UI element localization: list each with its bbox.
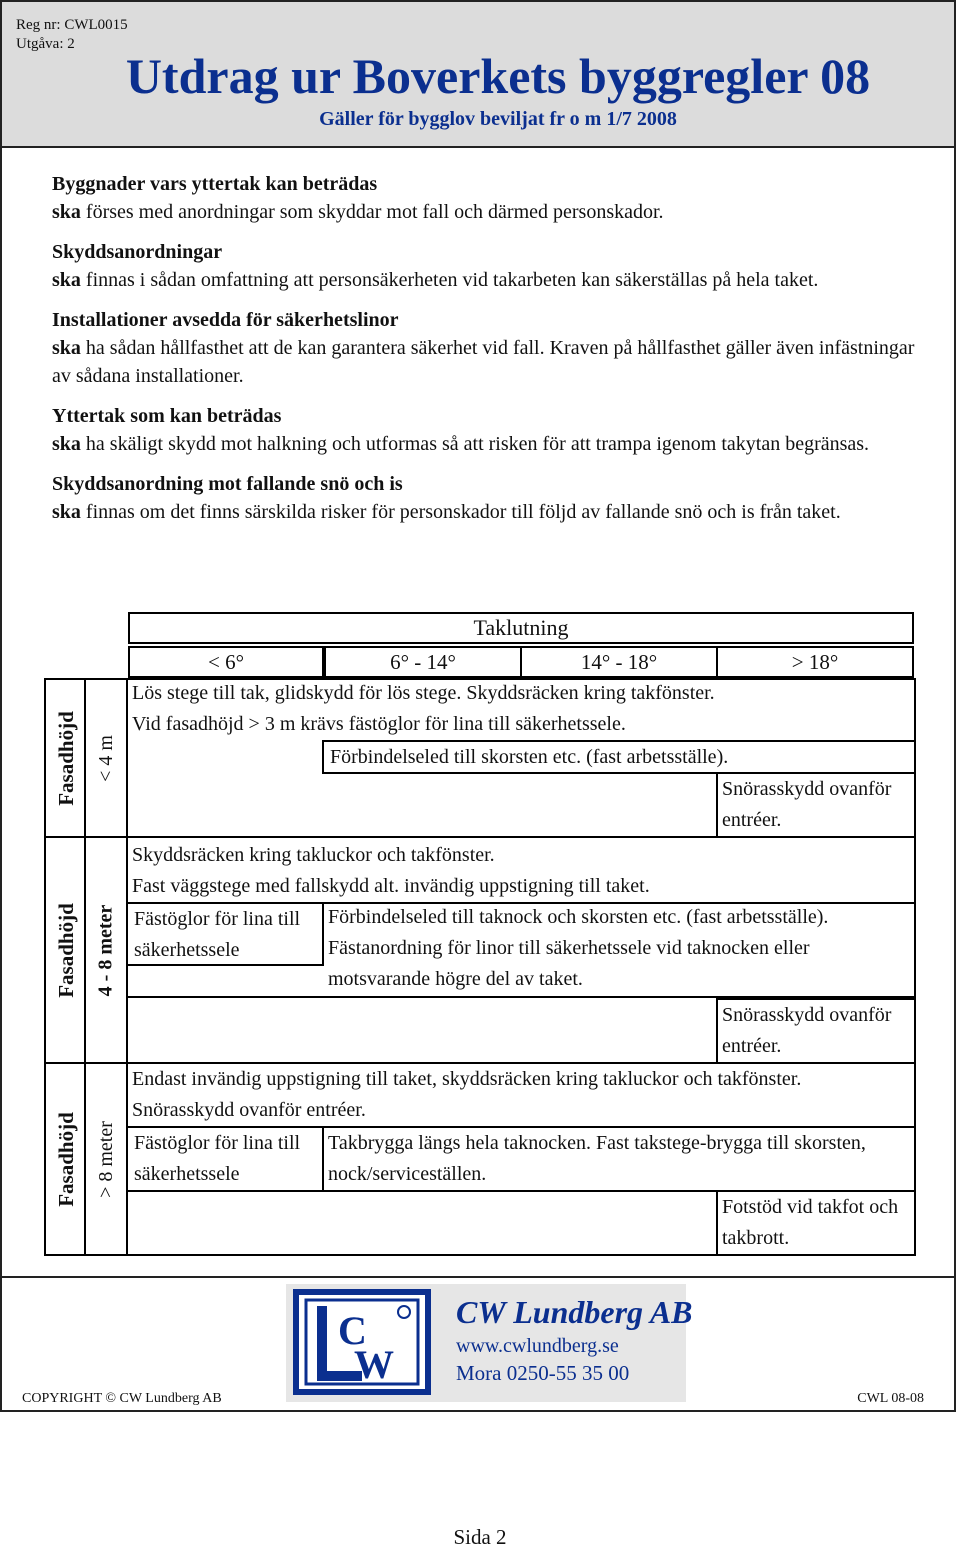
footer-divider — [2, 1276, 954, 1278]
rule-heading: Yttertak som kan beträdas — [52, 405, 282, 427]
rule-item — [52, 238, 932, 294]
rule-text: ha skäligt skydd mot halkning och utformas så att risken för att trampa igenom takytan begränsas. — [80, 433, 870, 455]
row-mid-text: Takbrygga längs hela taknocken. Fast takstege-brygga till skorsten, nock/serviceställen. — [328, 1132, 866, 1185]
document-number: CWL 08-08 — [857, 1391, 924, 1406]
row-right-box: Snörasskydd ovanför entréer. — [716, 772, 916, 838]
rule-heading: Skyddsanordning mot fallande snö och is — [52, 473, 403, 495]
row-range: < 4 m — [94, 734, 117, 782]
edition: Utgåva: 2 — [16, 36, 75, 52]
row-left-box: Fästöglor för lina till säkerhetssele — [126, 1126, 324, 1192]
row-label: Fasadhöjd — [53, 1111, 78, 1207]
svg-text:C: C — [338, 1308, 367, 1353]
row-text-line2: Vid fasadhöjd > 3 m krävs fästöglor för lina till säkerhetssele. — [132, 713, 626, 735]
row-mid-box: Förbindelseled till skorsten etc. (fast arbetsställe). — [322, 740, 916, 774]
rule-item — [52, 306, 932, 390]
table-header — [126, 612, 916, 678]
slope-category: < 6° — [128, 646, 324, 678]
row-mid-text: Förbindelseled till taknock och skorsten etc. (fast arbetsställe). Fästanordning för linor till säkerhetssele vid taknocken eller motsvarande högre del av taket. — [328, 906, 829, 990]
row-label: Fasadhöjd — [53, 902, 78, 998]
rules-section — [52, 170, 932, 538]
copyright-text: COPYRIGHT © CW Lundberg AB — [22, 1391, 222, 1406]
rule-text: finnas i sådan omfattning att personsäkerheten vid takarbeten kan säkerställas på hela taket. — [80, 269, 819, 291]
svg-text:W: W — [354, 1342, 394, 1387]
rule-heading: Skyddsanordningar — [52, 241, 223, 263]
rule-heading: Installationer avsedda för säkerhetslinor — [52, 309, 399, 331]
company-phone: Mora 0250-55 35 00 — [456, 1361, 630, 1385]
slope-category: 14° - 18° — [520, 646, 718, 678]
row-label: Fasadhöjd — [53, 710, 78, 806]
row-right-box: Fotstöd vid takfot och takbrott. — [716, 1190, 916, 1256]
rule-lead: ska — [52, 433, 81, 455]
rule-item — [52, 170, 932, 226]
row-text-line1: Skyddsräcken kring takluckor och takfönster. — [132, 844, 495, 866]
slope-category: > 18° — [716, 646, 914, 678]
page-subtitle: Gäller för bygglov beviljat fr o m 1/7 2008 — [319, 108, 677, 130]
rule-text: ha sådan hållfasthet att de kan garantera säkerhet vid fall. Kraven på hållfasthet gäller även infästningar av sådana installationer. — [52, 337, 915, 387]
page-number: Sida 2 — [453, 1525, 507, 1549]
row-text-line1: Endast invändig uppstigning till taket, skyddsräcken kring takluckor och takfönster. Snörasskydd ovanför entréer. — [132, 1068, 802, 1121]
rule-lead: ska — [52, 337, 81, 359]
row-text-line1: Lös stege till tak, glidskydd för lös stege. Skyddsräcken kring takfönster. — [132, 682, 715, 704]
rule-lead: ska — [52, 269, 81, 291]
rule-heading: Byggnader vars yttertak kan beträdas — [52, 173, 378, 195]
rule-lead: ska — [52, 201, 81, 223]
row-range: > 8 meter — [94, 1120, 117, 1198]
slope-category: 6° - 14° — [324, 646, 522, 678]
slope-header: Taklutning — [128, 612, 914, 644]
rule-text: förses med anordningar som skyddar mot fall och därmed personskador. — [80, 201, 664, 223]
row-left-box: Fästöglor för lina till säkerhetssele — [126, 902, 324, 966]
row-text-line2: Fast väggstege med fallskydd alt. invändig uppstigning till taket. — [132, 875, 650, 897]
company-logo — [292, 1288, 432, 1396]
rule-item — [52, 470, 932, 526]
page-title: Utdrag ur Boverkets byggregler 08 — [125, 48, 871, 104]
reg-number: Reg nr: CWL0015 — [16, 17, 128, 33]
rule-item — [52, 402, 932, 458]
company-website[interactable]: www.cwlundberg.se — [456, 1335, 619, 1357]
rule-lead: ska — [52, 501, 81, 523]
row-right-box: Snörasskydd ovanför entréer. — [716, 998, 916, 1064]
rule-text: finnas om det finns särskilda risker för personskador till följd av fallande snö och is från taket. — [80, 501, 841, 523]
company-name: CW Lundberg AB — [456, 1294, 693, 1330]
row-range: 4 - 8 meter — [94, 904, 117, 996]
header-band — [2, 2, 954, 148]
